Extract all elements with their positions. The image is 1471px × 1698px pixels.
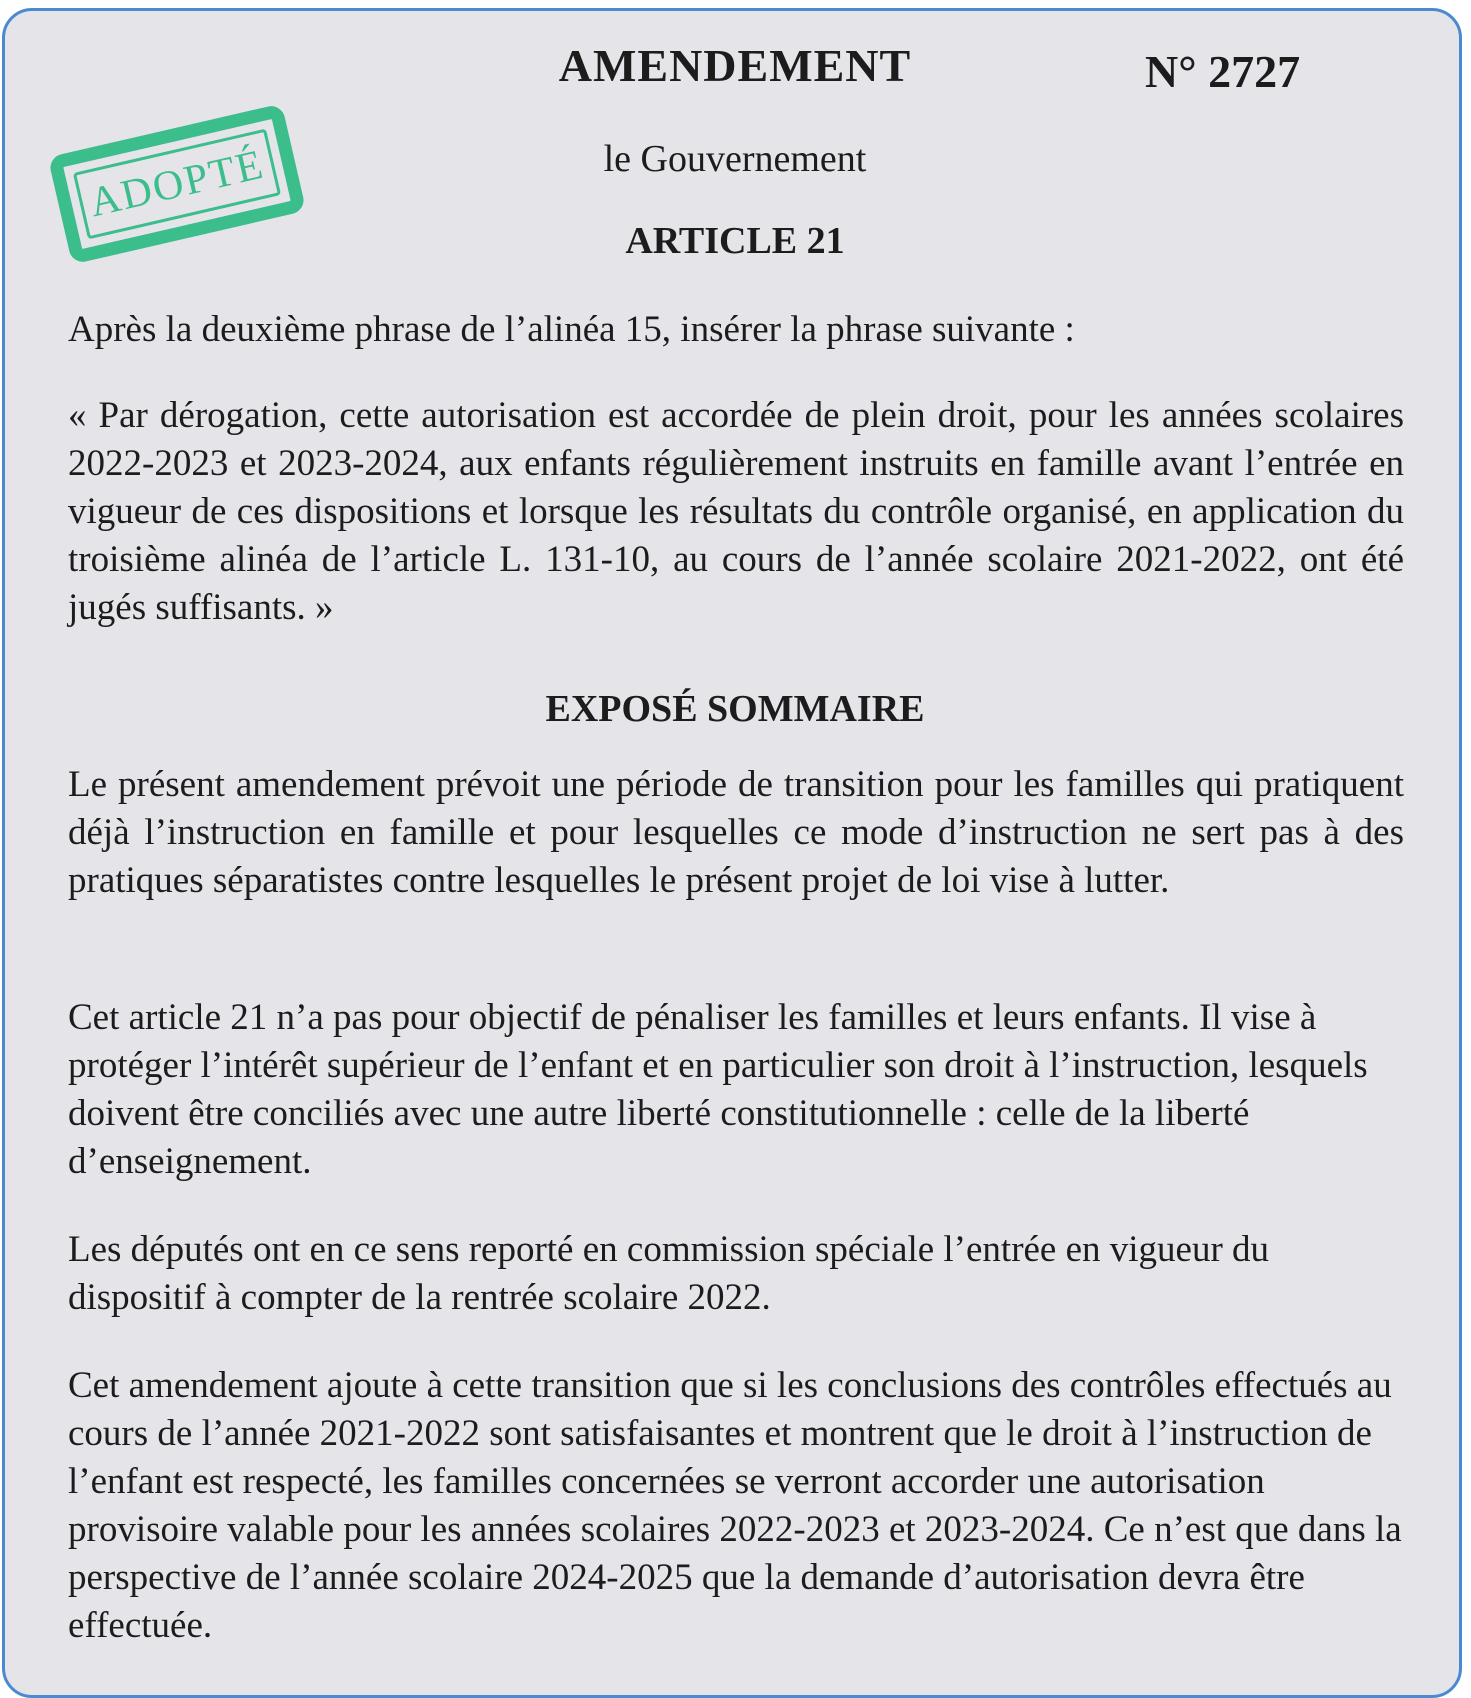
- dispositif-intro: Après la deuxième phrase de l’alinéa 15, insérer la phrase suivante :: [68, 309, 1075, 350]
- expose-paragraph-2: Cet article 21 n’a pas pour objectif de pénaliser les familles et leurs enfants. Il vise à protéger l’intérêt supérieur de l’enfant et en particulier son droit à l’instruction, lesquels doivent être conciliés avec une autre liberté constitutionnelle : celle de la liberté d’enseignement.: [68, 997, 1368, 1182]
- author: le Gouvernement: [603, 138, 867, 180]
- expose-paragraph-4: Cet amendement ajoute à cette transition que si les conclusions des contrôles effectués au cours de l’année 2021-2022 sont satisfaisantes et montrent que le droit à l’instruction de l’enfant est respecté, les familles concernées se verront accorder une autorisation provisoire valable pour les années scolaires 2022-2023 et 2023-2024. Ce n’est que dans la perspective de l’année scolaire 2024-2025 que la demande d’autorisation devra être effectuée.: [68, 1365, 1402, 1646]
- amendment-card: [2, 8, 1462, 1698]
- article-heading: ARTICLE 21: [625, 220, 845, 262]
- expose-sommaire-heading: EXPOSÉ SOMMAIRE: [545, 688, 925, 730]
- expose-paragraph-3: Les députés ont en ce sens reporté en commission spéciale l’entrée en vigueur du dispositif à compter de la rentrée scolaire 2022.: [68, 1229, 1270, 1318]
- adopted-stamp-text: ADOPTÉ: [85, 141, 269, 227]
- expose-paragraph-1: Le présent amendement prévoit une période de transition pour les familles qui pratiquent déjà l’instruction en famille et pour lesquelles ce mode d’instruction ne sert pas à des pratiques séparatistes contre lesquelles le présent projet de loi vise à lutter.: [68, 764, 1404, 901]
- dispositif-quote: « Par dérogation, cette autorisation est accordée de plein droit, pour les années scolaires 2022-2023 et 2023-2024, aux enfants régulièrement instruits en famille avant l’entrée en vigueur de ces dispositions et lorsque les résultats du contrôle organisé, en application du troisième alinéa de l’article L. 131-10, au cours de l’année scolaire 2021-2022, ont été jugés suffisants. »: [68, 395, 1404, 628]
- document-title: AMENDEMENT: [558, 40, 912, 91]
- amendment-number: N° 2727: [1145, 46, 1301, 97]
